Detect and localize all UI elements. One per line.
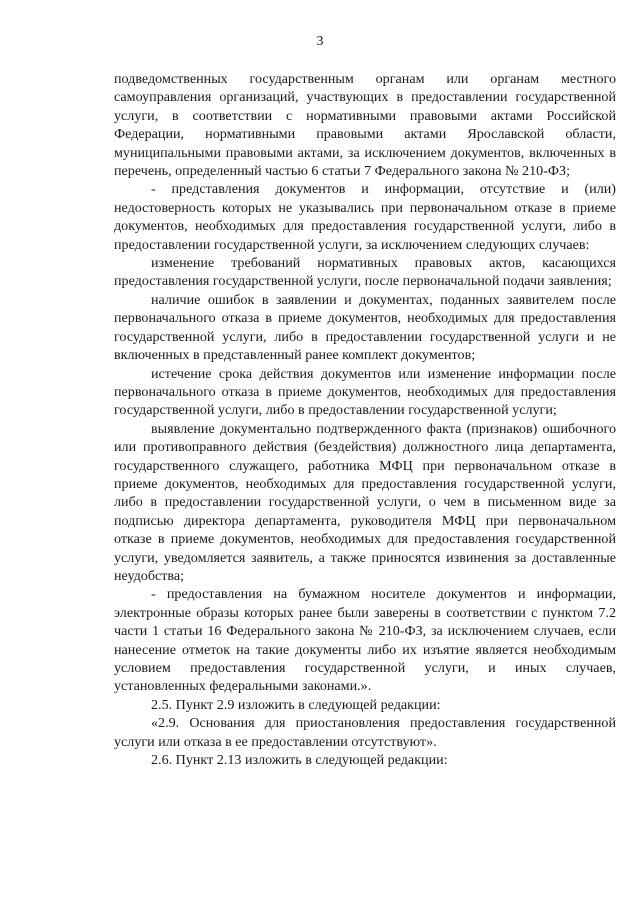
paragraph-exception: истечение срока действия документов или изменение информации после первоначального отказа в приеме документов, необходимых для предоставления государственной услуги, либо в предоставлении государственной услуги; <box>114 365 616 419</box>
paragraph-amendment: 2.5. Пункт 2.9 изложить в следующей редакции: <box>151 696 441 713</box>
paragraph-exception: наличие ошибок в заявлении и документах, поданных заявителем после первоначального отказа в приеме документов, необходимых для предоставления государственной услуги, либо в предоставлении государственной услуги и не включенных в представленный ранее комплект документов; <box>114 291 616 364</box>
paragraph-list-item: - представления документов и информации, отсутствие и (или) недостоверность которых не указывались при первоначальном отказе в приеме документов, необходимых для предоставления государственной услуги, либо в предоставлении государственной услуги, за исключением следующих случаев: <box>114 181 616 253</box>
paragraph-amendment: 2.6. Пункт 2.13 изложить в следующей редакции: <box>151 752 448 769</box>
paragraph-exception: выявление документально подтвержденного факта (признаков) ошибочного или противоправного действия (бездействия) должностного лица департамента, государственного служащего, работника МФЦ при первоначальном отказе в приеме документов, необходимых для предоставления государственной услуги, либо в предоставлении государственной услуги, о чем в письменном виде за подписью директора департамента, руководителя МФЦ при первоначальном отказе в приеме документов, необходимых для предоставления государственной услуги, уведомляется заявитель, а также приносятся извинения за доставленные неудобства; <box>114 420 616 584</box>
paragraph-quoted-text: «2.9. Основания для приостановления предоставления государственной услуги или отказа в ее предоставлении отсутствуют». <box>114 715 616 750</box>
paragraph-list-item: - предоставления на бумажном носителе документов и информации, электронные образы которых ранее были заверены в соответствии с пунктом 7.2 части 1 статьи 16 Федерального закона № 210-ФЗ, за исключением случаев, если нанесение отметок на такие документы либо их изъятие является необходимым условием предоставления государственной услуги, и иных случаев, установленных федеральными законами.». <box>114 586 616 695</box>
paragraph-continuation: подведомственных государственным органам или органам местного самоуправления организаций, участвующих в предоставлении государственной услуги, в соответствии с нормативными правовыми актами Российской Федерации, нормативными правовыми актами Ярославской области, муниципальными правовыми актами, за исключением документов, включенных в перечень, определенный частью 6 статьи 7 Федерального закона № 210-ФЗ; <box>114 71 616 180</box>
document-body <box>114 70 616 769</box>
page-number: 3 <box>316 34 324 49</box>
paragraph-exception: изменение требований нормативных правовых актов, касающихся предоставления государственной услуги, после первоначальной подачи заявления; <box>114 255 616 290</box>
